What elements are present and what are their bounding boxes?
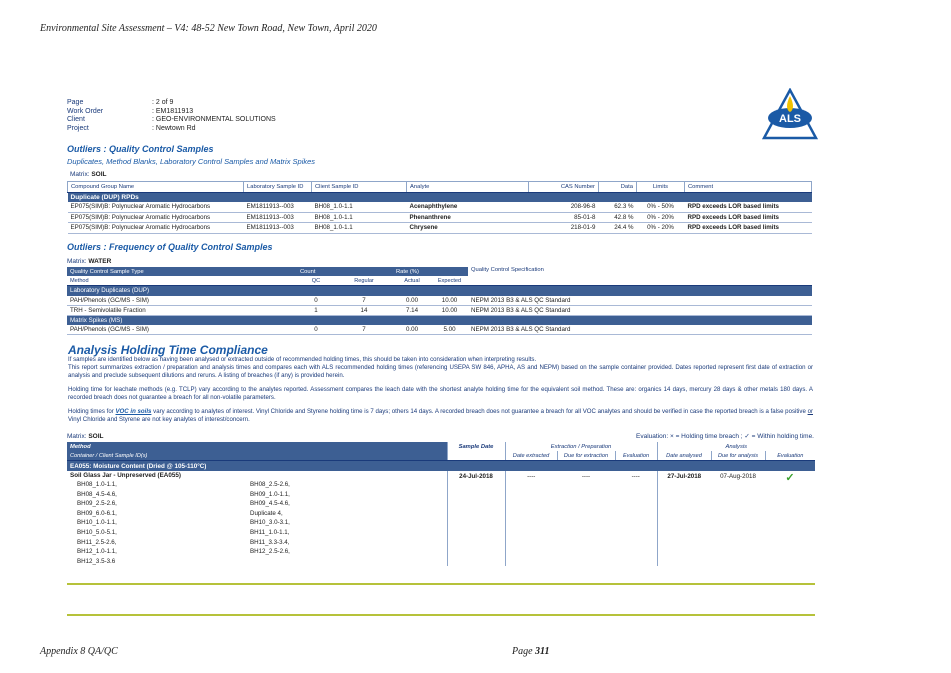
sample-id: BH11_3.3-3.4, bbox=[250, 538, 290, 546]
table-cell: EP075(SIM)B: Polynuclear Aromatic Hydrocarbons bbox=[68, 223, 244, 234]
h-date-analysed: Date analysed bbox=[657, 451, 711, 461]
table-cell: EM1811913--003 bbox=[244, 212, 312, 223]
freq-group-label: Matrix Spikes (MS) bbox=[67, 315, 812, 325]
table-cell: 10.00 bbox=[431, 296, 468, 306]
table-bottom-rule bbox=[67, 583, 815, 585]
table-cell: EM1811913--003 bbox=[244, 202, 312, 212]
meta-key: Work Order bbox=[67, 107, 104, 115]
qc-subtitle: Duplicates, Method Blanks, Laboratory Control Samples and Matrix Spikes bbox=[67, 157, 316, 166]
h-spec: Quality Control Specification bbox=[468, 267, 812, 286]
table-cell: 42.8 % bbox=[599, 212, 637, 223]
within-holding-time-check-icon: ✓ bbox=[785, 472, 795, 484]
h-evaluation: Evaluation bbox=[615, 451, 657, 461]
table-cell: PAH/Phenols (GC/MS - SIM) bbox=[67, 325, 297, 335]
qc-matrix: Matrix: SOIL bbox=[70, 171, 107, 178]
qc-frequency-table bbox=[67, 267, 812, 335]
meta-row bbox=[67, 108, 276, 117]
table-cell: Acenaphthylene bbox=[407, 202, 529, 212]
sample-id: BH10_5.0-5.1, bbox=[77, 528, 117, 536]
samples-right bbox=[247, 480, 447, 566]
h-actual: Actual bbox=[393, 276, 431, 286]
h-evaluation-2: Evaluation bbox=[765, 451, 815, 461]
h-due-analysis: Due for analysis bbox=[711, 451, 765, 461]
h-method: Method bbox=[67, 276, 297, 286]
h-container: Container / Client Sample ID(s) bbox=[67, 451, 447, 461]
table-cell: 14 bbox=[335, 305, 393, 315]
eval-extraction: ---- bbox=[631, 473, 640, 480]
table-cell: 7.14 bbox=[393, 305, 431, 315]
table-cell: BH08_1.0-1.1 bbox=[312, 212, 407, 223]
sample-id: BH12_3.5-3.6 bbox=[77, 557, 116, 565]
sample-id: BH08_4.5-4.6, bbox=[77, 490, 117, 498]
footer-page: Page 311 bbox=[512, 646, 550, 657]
sample-id: BH08_1.0-1.1, bbox=[77, 481, 117, 488]
table-row bbox=[67, 325, 812, 335]
due-extraction: ---- bbox=[581, 473, 591, 480]
table-cell: 24.4 % bbox=[599, 223, 637, 234]
date-extracted: ---- bbox=[505, 471, 557, 566]
qc-header: Client Sample ID bbox=[312, 182, 407, 193]
sample-id: BH12_2.5-2.6, bbox=[250, 548, 290, 556]
freq-title: Outliers : Frequency of Quality Control Samples bbox=[67, 242, 273, 252]
table-cell: 0% - 50% bbox=[637, 202, 685, 212]
aht-para-2: This report summarizes extraction / preparation and analysis times and compares each with ALS recommended holding times (referencing USEPA SW 846, APHA, AS and NEPM) based on the sample container provided. Dates reported represent first date of extraction or analysis and preclude subsequent dilutions and reruns. A listing of breaches (if any) is provided herein. bbox=[68, 364, 813, 380]
qc-header: Analyte bbox=[407, 182, 529, 193]
table-cell: 7 bbox=[335, 325, 393, 335]
table-row bbox=[67, 305, 812, 315]
table-cell: 7 bbox=[335, 296, 393, 306]
table-cell: NEPM 2013 B3 & ALS QC Standard bbox=[468, 305, 812, 315]
table-cell: 1 bbox=[297, 305, 335, 315]
sample-id: Duplicate 4, bbox=[250, 509, 283, 517]
table-cell: 62.3 % bbox=[599, 202, 637, 212]
voc-link[interactable]: VOC in soils bbox=[115, 408, 152, 415]
h-analysis: Analysis bbox=[657, 442, 815, 451]
table-cell: TRH - Semivolatile Fraction bbox=[67, 305, 297, 315]
sample-id: BH09_1.0-1.1, bbox=[250, 490, 290, 498]
als-logo bbox=[762, 88, 818, 140]
table-cell: Phenanthrene bbox=[407, 212, 529, 223]
qc-header: Comment bbox=[685, 182, 812, 193]
samples-left bbox=[67, 480, 247, 566]
table-cell: 208-96-8 bbox=[529, 202, 599, 212]
table-cell: 5.00 bbox=[431, 325, 468, 335]
sample-id: BH09_2.5-2.6, bbox=[77, 500, 117, 508]
table-cell: 0.00 bbox=[393, 325, 431, 335]
h-count: Count bbox=[297, 267, 393, 276]
evaluation-legend: Evaluation: × = Holding time breach ; ✓ = Within holding time. bbox=[636, 433, 814, 440]
table-cell: Chrysene bbox=[407, 223, 529, 234]
h-due-extraction: Due for extraction bbox=[557, 451, 615, 461]
h-rate: Rate (%) bbox=[393, 267, 468, 276]
table-cell: 0% - 20% bbox=[637, 223, 685, 234]
qc-header: Laboratory Sample ID bbox=[244, 182, 312, 193]
als-logo-icon bbox=[762, 88, 818, 140]
qc-header: CAS Number bbox=[529, 182, 599, 193]
table-cell: 218-01-9 bbox=[529, 223, 599, 234]
h-type: Quality Control Sample Type bbox=[67, 267, 297, 276]
sample-id: BH09_6.0-6.1, bbox=[77, 509, 117, 517]
sample-date: 24-Jul-2018 bbox=[447, 471, 505, 566]
sample-id: BH10_3.0-3.1, bbox=[250, 519, 290, 527]
table-cell: PAH/Phenols (GC/MS - SIM) bbox=[67, 296, 297, 306]
table-cell: RPD exceeds LOR based limits bbox=[685, 223, 812, 234]
table-cell: 0 bbox=[297, 296, 335, 306]
table-row bbox=[68, 202, 812, 212]
sample-id: BH09_4.5-4.6, bbox=[250, 500, 290, 508]
table-cell: BH08_1.0-1.1 bbox=[312, 223, 407, 234]
container-label: Soil Glass Jar - Unpreserved (EA055) bbox=[70, 472, 181, 479]
freq-group-label: Laboratory Duplicates (DUP) bbox=[67, 286, 812, 296]
sample-id: BH11_1.0-1.1, bbox=[250, 528, 290, 536]
method-group: EA055: Moisture Content (Dried @ 105-110°C) bbox=[67, 461, 815, 472]
table-cell: NEPM 2013 B3 & ALS QC Standard bbox=[468, 296, 812, 306]
table-row bbox=[68, 212, 812, 223]
sample-id: BH08_2.5-2.6, bbox=[250, 481, 290, 488]
due-analysis: 07-Aug-2018 bbox=[720, 473, 756, 480]
h-qc: QC bbox=[297, 276, 335, 286]
qc-header: Data bbox=[599, 182, 637, 193]
h-date-extracted: Date extracted bbox=[505, 451, 557, 461]
aht-para-1: If samples are identified below as having been analysed or extracted outside of recommended holding times, this should be taken into consideration when interpreting results. bbox=[68, 356, 537, 363]
sample-id: BH11_2.5-2.6, bbox=[77, 538, 117, 546]
logo-text: ALS bbox=[779, 113, 801, 125]
aht-para-4: Holding times for VOC in soils vary according to analytes of interest. Vinyl Chloride and Styrene holding time is 7 days; others 14 days. A recorded breach does not guarantee a breach for all VOC analytes and should be verified in case the reported breach is a false positive or Vinyl Chloride and Styrene are not key analytes of interest/concern. bbox=[68, 408, 813, 424]
meta-key: Project bbox=[67, 124, 89, 132]
aht-matrix: Matrix: SOIL bbox=[67, 433, 104, 440]
table-cell: 85-01-8 bbox=[529, 212, 599, 223]
meta-value: : 2 of 9 bbox=[152, 99, 174, 106]
meta-row bbox=[67, 125, 276, 134]
table-cell: EP075(SIM)B: Polynuclear Aromatic Hydrocarbons bbox=[68, 202, 244, 212]
qc-header: Compound Group Name bbox=[68, 182, 244, 193]
table-cell: BH08_1.0-1.1 bbox=[312, 202, 407, 212]
meta-value: : Newtown Rd bbox=[152, 124, 196, 132]
table-cell: NEPM 2013 B3 & ALS QC Standard bbox=[468, 325, 812, 335]
footer-appendix: Appendix 8 QA/QC bbox=[40, 646, 118, 657]
qc-header: Limits bbox=[637, 182, 685, 193]
running-header: Environmental Site Assessment – V4: 48-52 New Town Road, New Town, April 2020 bbox=[40, 23, 377, 34]
table-cell: EM1811913--003 bbox=[244, 223, 312, 234]
sample-id: BH12_1.0-1.1, bbox=[77, 548, 117, 556]
meta-key: Page bbox=[67, 99, 84, 106]
aht-para-3: Holding time for leachate methods (e.g. TCLP) vary according to the analytes reported. Assessment compares the leach date with the shortest analyte holding time for the equivalent soil method. These are: organics 14 days, mercury 28 days & other metals 180 days. A recorded breach does not guarantee a breach for all non-volatile parameters. bbox=[68, 386, 813, 402]
table-cell: 0% - 20% bbox=[637, 212, 685, 223]
meta-row bbox=[67, 99, 276, 108]
holding-time-table bbox=[67, 442, 815, 566]
h-expected: Expected bbox=[431, 276, 468, 286]
table-row bbox=[67, 296, 812, 306]
freq-matrix: Matrix: WATER bbox=[67, 258, 112, 265]
h-sample-date: Sample Date bbox=[447, 442, 505, 451]
meta-row bbox=[67, 116, 276, 125]
date-analysed: 27-Jul-2018 bbox=[657, 471, 711, 566]
table-cell: RPD exceeds LOR based limits bbox=[685, 202, 812, 212]
meta-value: : GEO-ENVIRONMENTAL SOLUTIONS bbox=[152, 116, 276, 124]
qc-title: Outliers : Quality Control Samples bbox=[67, 144, 214, 154]
table-cell: RPD exceeds LOR based limits bbox=[685, 212, 812, 223]
h-regular: Regular bbox=[335, 276, 393, 286]
table-row bbox=[68, 223, 812, 234]
meta-value: : EM1811913 bbox=[152, 107, 194, 115]
h-method: Method bbox=[67, 442, 447, 451]
aht-title: Analysis Holding Time Compliance bbox=[68, 343, 268, 357]
h-extraction: Extraction / Preparation bbox=[505, 442, 657, 451]
meta-key: Client bbox=[67, 116, 85, 124]
sample-id: BH10_1.0-1.1, bbox=[77, 519, 117, 527]
qc-group-label: Duplicate (DUP) RPDs bbox=[68, 192, 812, 202]
page-bottom-rule bbox=[67, 614, 815, 616]
report-meta bbox=[67, 99, 276, 133]
table-cell: EP075(SIM)B: Polynuclear Aromatic Hydrocarbons bbox=[68, 212, 244, 223]
qc-outliers-table bbox=[67, 181, 812, 234]
table-cell: 0.00 bbox=[393, 296, 431, 306]
table-cell: 10.00 bbox=[431, 305, 468, 315]
table-cell: 0 bbox=[297, 325, 335, 335]
